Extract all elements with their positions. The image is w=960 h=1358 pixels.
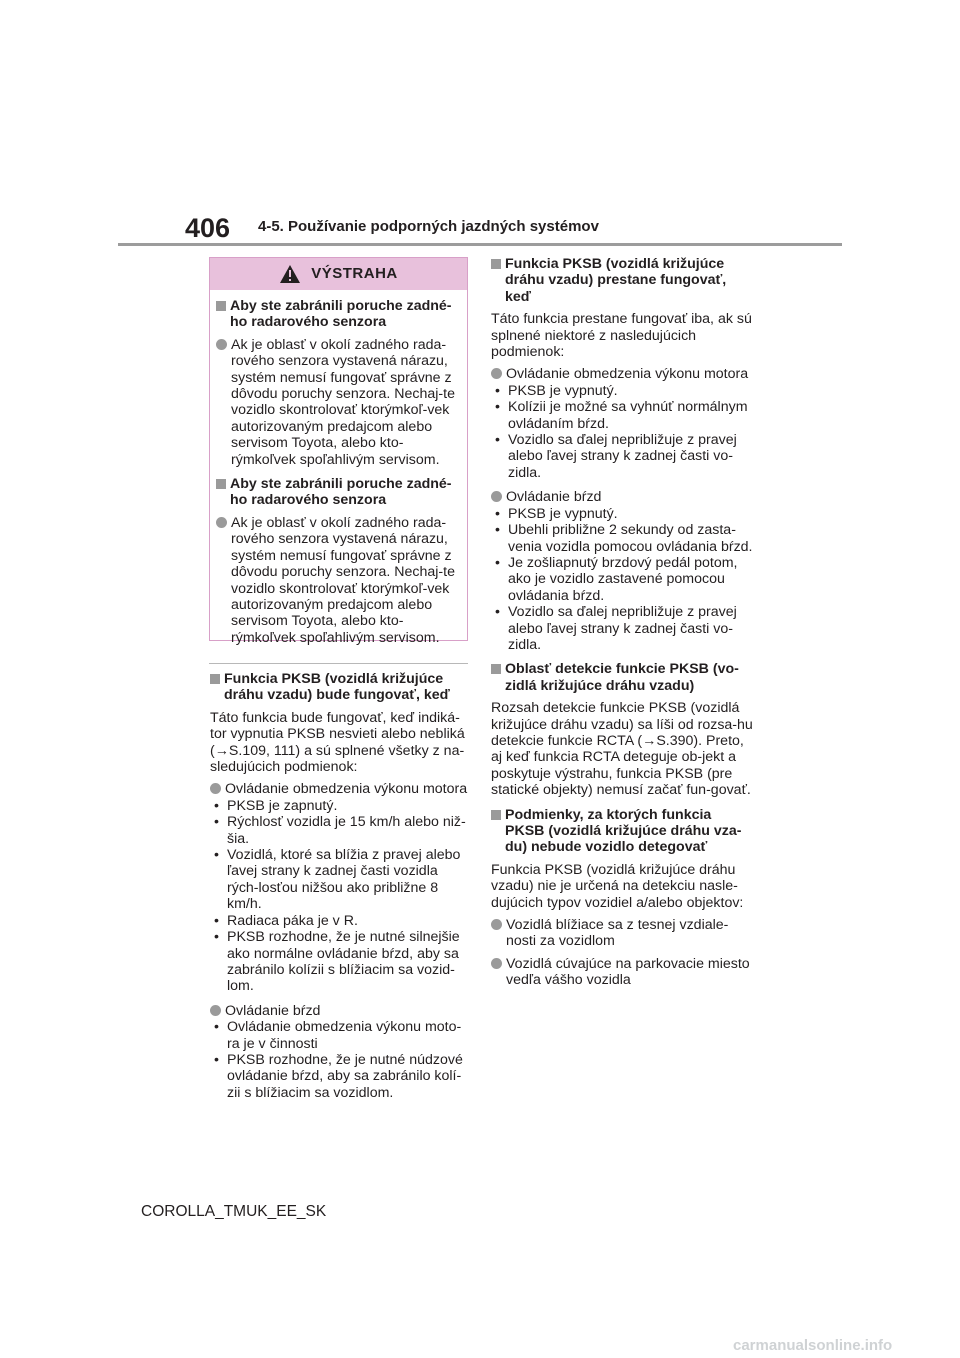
section-intro: Táto funkcia prestane fungovať iba, ak sú splnené niektoré z nasledujúcich podmienok:: [491, 311, 752, 361]
section-heading: Funkcia PKSB (vozidlá križujúce dráhu vzadu) bude fungovať, keď: [224, 671, 450, 704]
square-bullet-icon: [216, 479, 226, 489]
section-heading: Podmienky, za ktorých funkcia PKSB (vozidlá križujúce dráhu vza-du) nebude vozidlo detegovať: [505, 806, 742, 856]
list-item: • Ubehli približne 2 sekundy od zasta-venia vozidla pomocou ovládania bŕzd.: [491, 522, 753, 555]
warning-triangle-icon: [279, 264, 301, 284]
warning-item-text: Ak je oblasť v okolí zadného rada-rového senzora vystavená nárazu, systém nemusí fungovať správne z dôvodu poruchy senzora. Nechaj-te vozidlo skontrolovať ktorýmkoľ-vek autorizovaným predajcom alebo servisom Toyota, alebo kto-rýmkoľvek spoľahlivým servisom.: [231, 514, 455, 646]
left-column: [210, 665, 468, 1109]
section-text: Funkcia PKSB (vozidlá križujúce dráhu vzadu) nie je určená na detekciu nasle-dujúcich typov vozidiel a/alebo objektov:: [491, 861, 744, 911]
group-title: Ovládanie bŕzd: [225, 1002, 321, 1019]
condition-group: [491, 489, 753, 653]
warning-title: VÝSTRAHA: [311, 264, 398, 282]
list-item: • PKSB je zapnutý.: [210, 798, 468, 814]
group-title: Ovládanie bŕzd: [506, 489, 602, 506]
condition-group: [491, 366, 753, 481]
warning-item-text: Ak je oblasť v okolí zadného rada-rového senzora vystavená nárazu, systém nemusí fungovať správne z dôvodu poruchy senzora. Nechaj-te vozidlo skontrolovať ktorýmkoľ-vek autorizovaným predajcom alebo servisom Toyota, alebo kto-rýmkoľvek spoľahlivým servisom.: [231, 336, 455, 468]
header-divider: [118, 243, 842, 246]
circle-bullet-icon: [491, 368, 502, 379]
list-item: • PKSB je vypnutý.: [491, 383, 753, 399]
section-text: Rozsah detekcie funkcie PKSB (vozidlá križujúce dráhu vzadu) sa líši od rozsa-hu detekcie funkcie RCTA (→S.390). Preto, aj keď funkcia RCTA deteguje ob-jekt a poskytuje výstrahu, funkcia PKSB (pre statické objekty) nemusí začať fun-govať.: [491, 700, 753, 799]
list-item: • Ovládanie obmedzenia výkonu moto-ra je v činnosti: [210, 1019, 468, 1052]
warning-header: [210, 258, 467, 290]
square-bullet-icon: [491, 810, 501, 820]
circle-bullet-icon: [210, 1005, 221, 1016]
section-heading: Funkcia PKSB (vozidlá križujúce dráhu vzadu) prestane fungovať, keď: [505, 256, 727, 305]
list-item: • Rýchlosť vozidla je 15 km/h alebo niž-šia.: [210, 814, 468, 847]
list-item: • PKSB rozhodne, že je nutné silnejšie ako normálne ovládanie bŕzd, aby sa zabránilo kolízii s blížiacim sa vozid-lom.: [210, 929, 468, 995]
watermark: carmanualsonline.info: [733, 1337, 893, 1354]
warning-item: [216, 298, 459, 468]
list-item: • PKSB rozhodne, že je nutné núdzové ovládanie bŕzd, aby sa zabránilo kolí-zii s blížiacim sa vozidlom.: [210, 1052, 468, 1101]
page-number: 406: [185, 213, 231, 243]
circle-bullet-icon: [491, 919, 502, 930]
warning-box: [209, 257, 468, 646]
section-title: 4-5. Používanie podporných jazdných systémov: [258, 218, 599, 235]
square-bullet-icon: [216, 301, 226, 311]
group-title: Ovládanie obmedzenia výkonu motora: [506, 366, 749, 383]
warning-item: [216, 476, 459, 646]
section-heading: Oblasť detekcie funkcie PKSB (vo-zidlá križujúce dráhu vzadu): [505, 661, 739, 694]
condition-group: [210, 781, 468, 994]
group-title: Ovládanie obmedzenia výkonu motora: [225, 781, 468, 798]
circle-bullet-icon: [491, 491, 502, 502]
list-item: • Radiaca páka je v R.: [210, 913, 468, 929]
circle-bullet-icon: [210, 783, 221, 794]
square-bullet-icon: [210, 674, 220, 684]
circle-bullet-icon: [216, 339, 227, 350]
footer-code: COROLLA_TMUK_EE_SK: [141, 1203, 327, 1220]
list-item: Vozidlá cúvajúce na parkovacie miesto vedľa vášho vozidla: [506, 955, 750, 989]
circle-bullet-icon: [491, 958, 502, 969]
page-header: [0, 0, 960, 250]
list-item: • PKSB je vypnutý.: [491, 506, 753, 522]
condition-group: [210, 1003, 468, 1101]
list-item: • Je zošliapnutý brzdový pedál potom, ako je vozidlo zastavené pomocou ovládania bŕzd.: [491, 555, 753, 604]
right-column: [491, 256, 753, 989]
list-item: • Kolízii je možné sa vyhnúť normálnym ovládaním bŕzd.: [491, 399, 753, 432]
warning-item-heading: Aby ste zabránili poruche zadné-ho radarového senzora: [230, 298, 452, 331]
warning-item-heading: Aby ste zabránili poruche zadné-ho radarového senzora: [230, 476, 452, 509]
list-item: Vozidlá blížiace sa z tesnej vzdiale-nosti za vozidlom: [506, 917, 729, 950]
circle-bullet-icon: [216, 517, 227, 528]
section-intro: Táto funkcia bude fungovať, keď indiká-tor vypnutia PKSB nesvieti alebo nebliká (→S.109, 111) a sú splnené všetky z na-sledujúcich podmienok:: [210, 709, 465, 776]
list-item: • Vozidlo sa ďalej nepribližuje z pravej alebo ľavej strany k zadnej časti vo-zidla.: [491, 432, 753, 481]
warning-body: [210, 290, 467, 646]
square-bullet-icon: [491, 664, 501, 674]
list-item: • Vozidlo sa ďalej nepribližuje z pravej alebo ľavej strany k zadnej časti vo-zidla.: [491, 604, 753, 653]
section-divider: [209, 663, 468, 664]
square-bullet-icon: [491, 259, 501, 269]
list-item: • Vozidlá, ktoré sa blížia z pravej alebo ľavej strany k zadnej časti vozidla rých-losťou nižšou ako približne 8 km/h.: [210, 847, 468, 913]
